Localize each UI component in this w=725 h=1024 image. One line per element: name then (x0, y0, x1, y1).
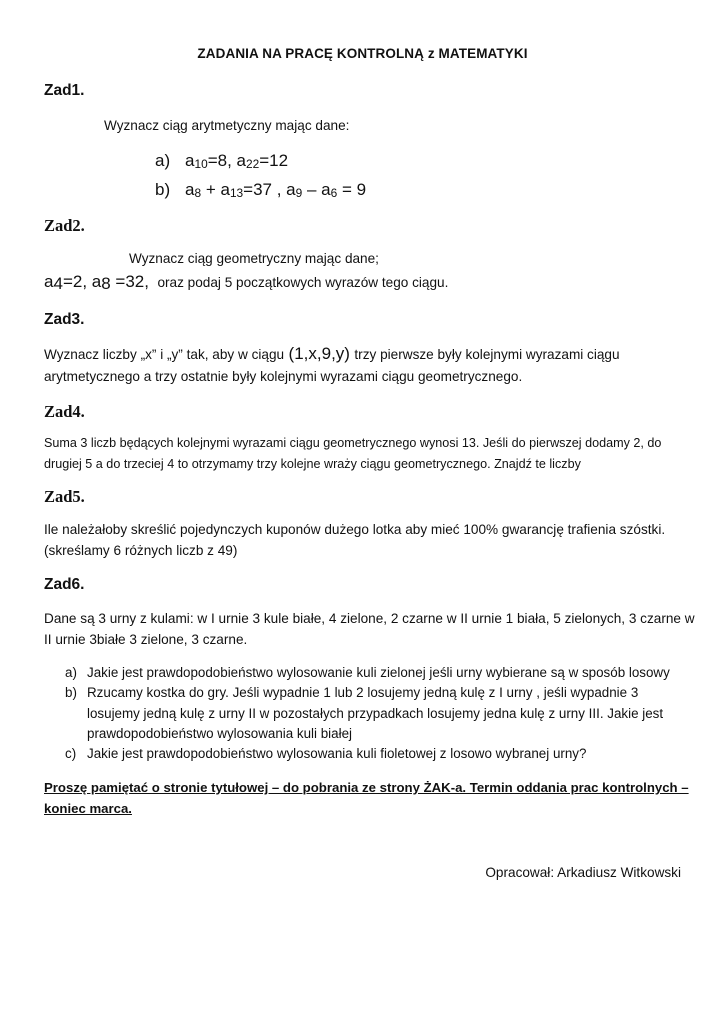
zad1-b-sub: 8 (194, 186, 202, 200)
zad6-heading: Zad6. (44, 576, 85, 593)
zad1-item-a-label: a) (155, 151, 171, 170)
zad2-intro: Wyznacz ciąg geometryczny mając dane; (129, 251, 379, 266)
zad1-a-sub: 10 (194, 157, 208, 171)
deadline-note-line1: Proszę pamiętać o stronie tytułowej – do pobrania ze strony ŻAK-a. Termin oddania prac kontrolnych – (44, 780, 689, 795)
zad1-b-part: = 9 (337, 180, 367, 199)
zad1-item-b (155, 180, 366, 200)
zad3-line1 (44, 344, 620, 364)
zad1-a-part: a (185, 151, 195, 170)
zad3-text: trzy pierwsze były kolejnymi wyrazami ciągu (354, 347, 620, 362)
zad3-heading: Zad3. (44, 311, 85, 328)
zad6-item-b-cont1: losujemy jedną kulę z urny II w pozostałych przypadkach losujemy jedna kulę z urny III. Jakie jest (87, 706, 664, 721)
zad3-text: Wyznacz liczby „x” i „y” tak, aby w ciągu (44, 347, 285, 362)
zad2-heading: Zad2. (44, 216, 85, 235)
zad6-item-a-label: a) (65, 665, 77, 680)
zad6-item-c-label: c) (65, 746, 77, 761)
deadline-note-line2: koniec marca. (44, 801, 132, 816)
zad1-item-a (155, 151, 288, 171)
zad1-intro: Wyznacz ciąg arytmetyczny mając dane: (104, 118, 350, 133)
zad6-item-b (65, 685, 638, 700)
zad1-b-sub: 13 (229, 186, 244, 200)
zad5-line1: Ile należałoby skreślić pojedynczych kuponów dużego lotka aby mieć 100% gwarancję trafienia szóstki. (44, 522, 666, 537)
zad1-b-part: a (185, 180, 195, 199)
zad4-line1: Suma 3 liczb będących kolejnymi wyrazami ciągu geometrycznego wynosi 13. Jeśli do pierwszej dodamy 2, do (44, 436, 662, 450)
zad6-item-c (65, 746, 586, 761)
zad1-b-part: – a (302, 180, 331, 199)
page-title: ZADANIA NA PRACĘ KONTROLNĄ z MATEMATYKI (197, 46, 528, 61)
zad6-item-a-text: Jakie jest prawdopodobieństwo wylosowanie kuli zielonej jeśli urny wybierane są w sposób losowy (87, 665, 670, 680)
zad1-b-part: =37 , a (243, 180, 296, 199)
zad1-b-sub: 6 (330, 186, 338, 200)
zad2-rest: oraz podaj 5 początkowych wyrazów tego ciągu. (157, 275, 449, 290)
zad3-sequence: (1,x,9,y) (288, 344, 350, 363)
zad1-heading: Zad1. (44, 82, 85, 99)
zad2-given-part: a (44, 272, 54, 291)
author-credit: Opracował: Arkadiusz Witkowski (485, 865, 681, 880)
zad6-line1: Dane są 3 urny z kulami: w I urnie 3 kule białe, 4 zielone, 2 czarne w II urnie 1 biała, 5 zielonych, 3 czarne w (44, 611, 695, 626)
zad2-given-part: =32, (110, 272, 149, 291)
zad1-a-part: =12 (259, 151, 289, 170)
zad4-line2: drugiej 5 a do trzeciej 4 to otrzymamy trzy kolejne wraży ciągu geometrycznego. Znajdź te liczby (44, 457, 581, 471)
zad6-item-c-text: Jakie jest prawdopodobieństwo wylosowania kuli fioletowej z losowo wybranej urny? (87, 746, 587, 761)
zad5-heading: Zad5. (44, 487, 85, 506)
zad2-given (44, 272, 448, 292)
zad3-line2: arytmetycznego a trzy ostatnie były kolejnymi wyrazami ciągu geometrycznego. (44, 369, 523, 384)
zad1-b-sub: 9 (295, 186, 303, 200)
zad2-given-sub: 8 (101, 274, 111, 293)
zad1-item-b-label: b) (155, 180, 171, 199)
zad2-given-part: =2, a (62, 272, 102, 291)
zad6-item-b-text: Rzucamy kostka do gry. Jeśli wypadnie 1 lub 2 losujemy jedną kulę z I urny , jeśli wypadnie 3 (87, 685, 639, 700)
zad6-line2: II urnie 3białe 3 zielone, 3 czarne. (44, 632, 248, 647)
zad1-b-part: + a (201, 180, 230, 199)
zad2-given-sub: 4 (53, 274, 63, 293)
zad6-item-b-label: b) (65, 685, 77, 700)
zad6-item-b-cont2: prawdopodobieństwo wylosowania kuli białej (87, 726, 352, 741)
zad4-heading: Zad4. (44, 402, 85, 421)
zad1-a-sub: 22 (246, 157, 260, 171)
zad5-line2: (skreślamy 6 różnych liczb z 49) (44, 543, 238, 558)
zad1-a-part: =8, a (207, 151, 246, 170)
zad6-item-a (65, 665, 670, 680)
